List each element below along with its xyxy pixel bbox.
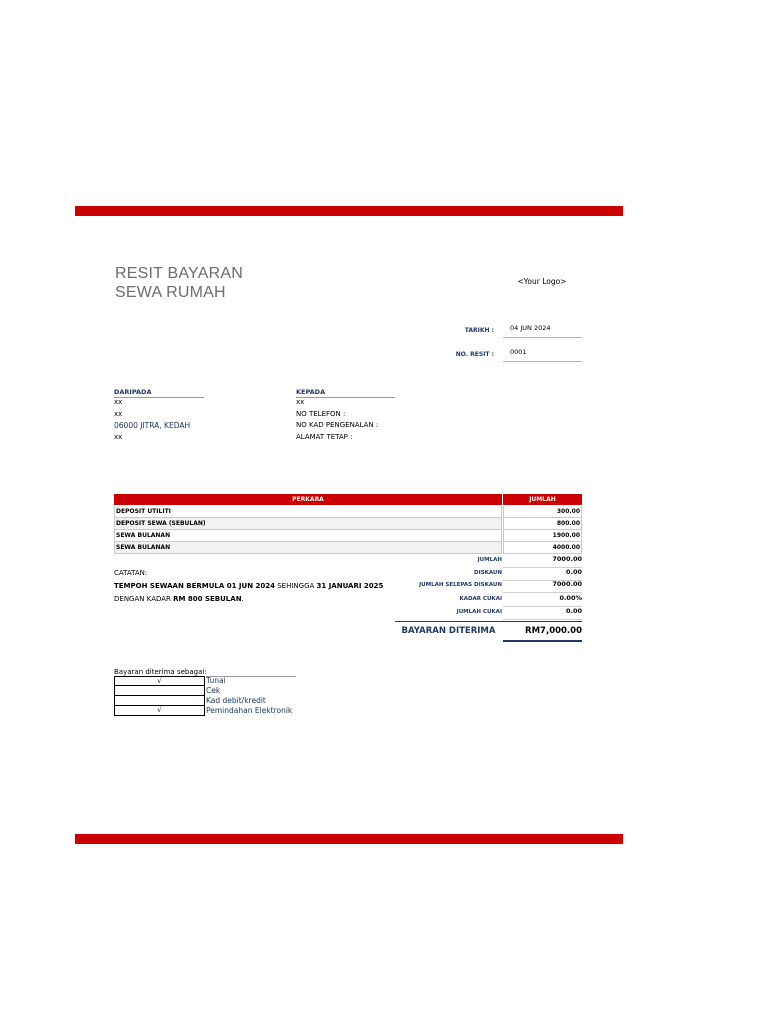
to-heading: KEPADA [296, 388, 395, 398]
to-block [296, 397, 378, 443]
row-amount: 800.00 [503, 518, 582, 530]
from-line: xx [114, 409, 123, 418]
document-title-line2: SEWA RUMAH [115, 284, 226, 301]
total-value: 7000.00 [503, 555, 582, 568]
to-line: NO TELEFON : [296, 409, 346, 418]
notes-line1 [114, 582, 383, 590]
discount-value: 0.00 [503, 568, 582, 581]
notes-line2 [114, 595, 244, 603]
tax-total-label: JUMLAH CUKAI [456, 609, 502, 615]
amount-paid-label: BAYARAN DITERIMA [401, 626, 496, 636]
table-row [114, 518, 582, 530]
to-line: ALAMAT TETAP : [296, 432, 353, 441]
receipt-number-value: 0001 [503, 348, 582, 362]
tax-rate-label: KADAR CUKAI [459, 596, 502, 602]
payment-checkbox-cheque[interactable] [114, 686, 205, 696]
notes-heading: CATATAN: [114, 569, 148, 577]
payment-option-label: Pemindahan Elektronik [206, 706, 293, 715]
from-line: 06000 JITRA, KEDAH [114, 421, 191, 430]
payment-checkbox-transfer[interactable]: √ [114, 706, 205, 716]
notes-rate: RM 800 SEBULAN [173, 595, 242, 603]
document-title-line1: RESIT BAYARAN [115, 265, 243, 282]
bottom-accent-bar [75, 834, 623, 844]
notes-text: SEHINGGA [274, 582, 317, 590]
row-amount: 300.00 [503, 506, 582, 518]
payment-option-label: Cek [206, 686, 221, 695]
row-item: DEPOSIT UTILITI [114, 506, 502, 518]
payment-option-label: Kad debit/kredit [206, 696, 266, 705]
paid-divider [395, 621, 582, 622]
table-row [114, 542, 582, 554]
notes-text: . [241, 595, 244, 603]
table-row [114, 530, 582, 542]
from-line: xx [114, 398, 123, 406]
date-value: 04 JUN 2024 [503, 324, 582, 338]
to-line: NO KAD PENGENALAN : [296, 421, 379, 429]
row-amount: 4000.00 [503, 542, 582, 554]
tax-rate-value: 0.00% [503, 594, 582, 607]
row-item: SEWA BULANAN [114, 530, 502, 542]
payment-checkbox-card[interactable] [114, 696, 205, 706]
paid-double-underline [503, 640, 582, 642]
tax-total-value: 0.00 [503, 607, 582, 620]
row-amount: 1900.00 [503, 530, 582, 542]
from-block [114, 397, 190, 443]
row-item: SEWA BULANAN [114, 542, 502, 554]
row-item: DEPOSIT SEWA (SEBULAN) [114, 518, 502, 530]
logo-placeholder: <Your Logo> [517, 277, 567, 286]
notes-end-date: 31 JANUARI 2025 [316, 582, 384, 590]
from-line: xx [114, 432, 123, 441]
payment-option-label: Tunai [206, 676, 226, 685]
date-label: TARIKH : [464, 327, 494, 334]
column-header-item: PERKARA [114, 494, 502, 505]
amount-paid-value: RM7,000.00 [525, 626, 582, 636]
after-discount-label: JUMLAH SELEPAS DISKAUN [419, 582, 502, 588]
column-header-amount: JUMLAH [503, 494, 582, 505]
total-label: JUMLAH [477, 557, 502, 563]
notes-text: DENGAN KADAR [114, 595, 174, 603]
table-row [114, 506, 582, 518]
receipt-number-label: NO. RESIT : [455, 351, 494, 358]
after-discount-value: 7000.00 [503, 580, 582, 593]
from-heading: DARIPADA [114, 388, 204, 398]
notes-start-date: 01 JUN 2024 [226, 582, 275, 590]
payment-checkbox-cash[interactable]: √ [114, 676, 205, 686]
top-accent-bar [75, 206, 623, 216]
payment-method-heading: Bayaran diterima sebagai: [114, 668, 207, 676]
to-line: xx [296, 398, 305, 406]
discount-label: DISKAUN [474, 570, 502, 576]
notes-text: TEMPOH SEWAAN BERMULA [114, 582, 227, 590]
